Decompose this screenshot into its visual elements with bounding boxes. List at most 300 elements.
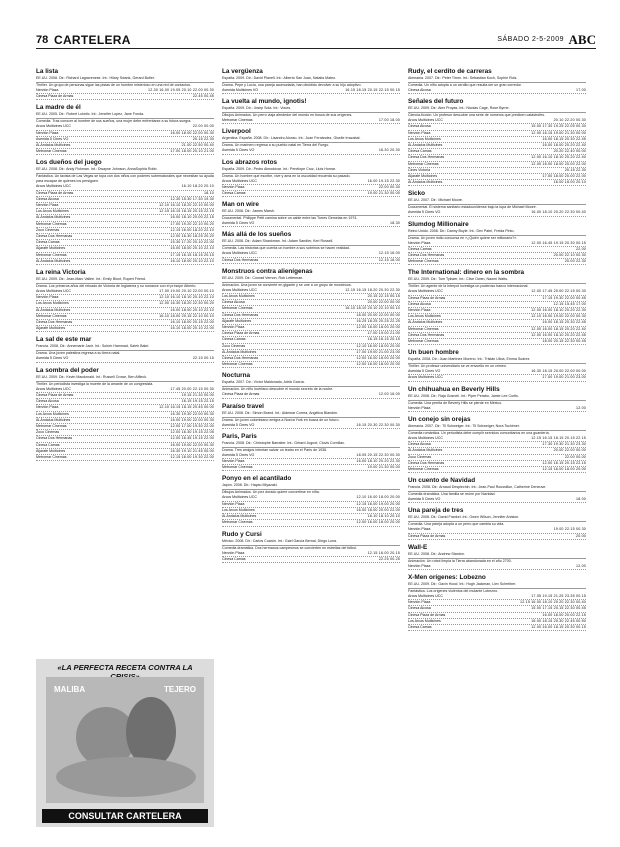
cinema-showtime-row [408, 180, 586, 186]
cinema-showtime-row [408, 467, 586, 473]
cinema-name: Metromar Cinemas [408, 161, 439, 166]
showtimes: 16.10 18.10 20.10 [367, 514, 400, 519]
film-synopsis: Drama. Un joven indio concursa en «¿Quién quiere ser millonario?». [408, 235, 518, 240]
showtimes: 18.05 20.15 22.30 00.30 [356, 452, 400, 457]
showtimes: 22.25 00.25 [378, 556, 400, 561]
showtimes: 17.00 [576, 88, 586, 92]
showtimes: 12.00 16.00 18.00 20.00 [356, 362, 400, 367]
cinema-name: Nervión Plaza [222, 550, 245, 555]
cinema-name: Cinesa Camas [36, 442, 60, 447]
film-credits: Francia. 2008. Dir.: Annemarie Jacir. Int.: Suheir Hammad, Saleh Bakri. [36, 344, 214, 351]
cinema-name: Arcos Multicines UCC [408, 435, 443, 440]
cinema-name: Cinesa Alcosa [36, 196, 59, 201]
film-title: Paris, Paris [222, 432, 257, 440]
ad-actor-left: MALIBA [54, 685, 86, 694]
cinema-name: Zoco Cinemas [36, 227, 60, 232]
film-listing [408, 477, 586, 503]
film-listing [408, 416, 586, 473]
cinema-name: Nervión Plaza [36, 295, 59, 300]
cinema-showtime-row [408, 210, 586, 216]
cinema-name: Al-Ándalus Multicines [408, 448, 443, 453]
cinema-name: Aljarafe Multicines [36, 246, 66, 251]
showtimes: 12.00 [576, 405, 586, 410]
cinema-name: Cinesa Camas [408, 624, 432, 629]
film-credits: España. 2009. Dir.: Pedro Almodóvar. Int.: Penélope Cruz, Lluís Homar. [222, 167, 400, 174]
cinema-name: Al-Ándalus Multicines [222, 349, 257, 354]
film-title: Paraíso travel [222, 402, 264, 410]
showtimes: 12.00 16.15 20.15 22.15 [542, 460, 586, 465]
ad-actor-right: TEJERO [163, 685, 196, 694]
cinema-name: Cinesa Dos Hermanas [408, 253, 445, 258]
cinema-name: Cinesa Camas [222, 337, 246, 342]
newspaper-logo: ABC [568, 32, 596, 47]
cinema-name: Metromar Cinemas [222, 520, 253, 525]
showtimes: 12.00 16.00 18.00 20.00 [356, 356, 400, 361]
cinema-showtime-row [222, 423, 400, 429]
cinema-name: Metromar Cinemas [408, 339, 439, 344]
cinema-showtime-row [222, 465, 400, 471]
showtimes: 20.10 22.20 00.30 [553, 118, 586, 123]
cinema-name: Los Arcos Multicines [408, 314, 441, 319]
film-credits: España. 2009. Dir.: Josep Sola. Int.: Voces. [222, 106, 400, 113]
showtimes: 16.00 19.00 22.00 00.30 [170, 417, 214, 422]
cinema-name: Cinesa Dos Hermanas [222, 356, 259, 361]
showtimes: 12.15 16.00 19.00 20.00 [356, 501, 400, 506]
showtimes: 12.00 [576, 563, 586, 568]
cinema-name: Avenida 5 Cines VO [36, 136, 69, 141]
cinema-name: Avenida 5 Cines VO [222, 221, 255, 226]
film-credits: EE.UU. 2008. Dir.: Andrew Stanton. [408, 552, 586, 559]
film-listing [408, 507, 586, 539]
film-title: Liverpool [222, 128, 251, 136]
film-listing [222, 403, 400, 429]
cinema-name: Zoco Cinemas [36, 430, 60, 435]
cinema-name: Arcos Multicines UCC [36, 124, 71, 129]
film-synopsis: Drama. Un hombre que escribe, vive y ama en la oscuridad recuerda su pasado. [222, 173, 351, 178]
film-listing [222, 231, 400, 263]
film-title: The International: dinero en la sombra [408, 269, 525, 277]
cinema-name: Cinesa Dos Hermanas [408, 460, 445, 465]
showtimes: 19.00 22.15 00.30 [553, 527, 586, 532]
film-credits: EE.UU. 2008. Dir.: James Marsh. [222, 209, 400, 216]
showtimes: 12.15 16.00 [378, 257, 400, 262]
cinema-name: Arcos Multicines UCC [36, 386, 71, 391]
film-title: Un cuento de Navidad [408, 477, 476, 485]
cinema-name: Metromar Cinemas [36, 252, 67, 257]
cinema-name: Avenida Multicines VO [222, 88, 259, 92]
film-listing [408, 544, 586, 570]
film-listing [408, 269, 586, 345]
cinema-name: Cinesa Camas [408, 246, 432, 251]
showtimes: 16.30 20.30 [378, 148, 400, 153]
cinema-name: Arcos Multicines UCC [222, 495, 257, 500]
showtimes: 12.15 16.00 18.20 22.10 [170, 227, 214, 232]
showtimes: 12.15 16.00 20.15 [367, 550, 400, 555]
ad-footer: CONSULTAR CARTELERA [42, 809, 208, 823]
cinema-name: Metromar Cinemas [36, 149, 67, 154]
film-title: Man on wire [222, 201, 259, 209]
film-credits: España. 2008. Dir.: Juan Martínez Moreno. Int.: Tristán Ulloa, Emma Suárez. [408, 357, 586, 364]
showtimes: 15.00 17.15 20.15 22.30 00.45 [531, 606, 586, 611]
film-title: Un buen hombre [408, 349, 459, 357]
cinema-name: Nervión Plaza [222, 459, 245, 464]
cinema-showtime-row [222, 88, 400, 94]
film-credits: EE.UU. 2009. Dir.: Conrad Vernon, Rob Letterman. [222, 276, 400, 283]
page-number: 78 [36, 34, 49, 46]
cinema-showtime-row [222, 148, 400, 154]
cinema-name: Cinesa Camas [222, 556, 246, 561]
showtimes: 12.00 16.45 19.15 20.30 00.15 [531, 240, 586, 245]
cinema-name: Cinesa Dos Hermanas [36, 320, 73, 325]
showtimes: 12.15 16.00 [378, 251, 400, 256]
showtimes: 12.00 16.00 18.10 20.20 22.45 [531, 332, 586, 337]
film-listing [36, 68, 214, 100]
film-credits: EE.UU. 2008. Dir.: Adam Shankman. Int.: Adam Sandler, Keri Russell. [222, 239, 400, 246]
cinema-name: Al-Ándalus Multicines [408, 143, 443, 148]
film-title: Slumdog Millionaire [408, 220, 469, 228]
film-credits: Francia. 2008. Dir.: Christophe Barratier. Int.: Gérard Jugnot, Clovis Cornillac. [222, 441, 400, 448]
film-synopsis: Fantástica. Un taxista de Las Vegas se topa con dos niños con poderes sobrenaturales que necesitan su ayuda para escapar de quienes los persiguen. [36, 174, 214, 184]
film-listing [222, 68, 400, 94]
film-listing [36, 269, 214, 332]
showtimes: 16.00 18.00 20.00 22.00 [356, 507, 400, 512]
cinema-name: Metromar Cinemas [36, 423, 67, 428]
film-title: La lista [36, 68, 59, 75]
film-credits: EE.UU. 2008. Dir.: Andy Fickman. Int.: Dwayne Johnson, AnnaSophia Robb. [36, 167, 214, 174]
cinema-name: Metromar Cinemas [408, 259, 439, 264]
film-credits: EE.UU. 2007. Dir.: Michael Moore. [408, 198, 586, 205]
film-title: Señales del futuro [408, 98, 464, 106]
showtimes: 15.00 17.30 19.25 22.05 00.30 [531, 124, 586, 129]
showtimes: 19.00 21.30 00.00 [367, 191, 400, 196]
cinema-name: Cinesa Camas [408, 149, 432, 154]
film-synopsis: Thriller. Un periodista investiga la muerte de la amante de un congresista. [36, 381, 154, 386]
film-synopsis: Drama. Pepe y Lucía, una pareja acomodada, han decidido devolver a su hijo adoptivo. [222, 83, 362, 87]
film-synopsis: Thriller. Un grupo de personas sigue las pistas de un hombre misterioso en una red de contactos. [36, 83, 192, 87]
cinema-name: Los Arcos Multicines [36, 411, 69, 416]
film-synopsis: Comedia dramática. Una familia se reúne por Navidad. [408, 492, 496, 497]
film-credits: EE.UU. 2008. Dir.: David Frankel. Int.: Owen Wilson, Jennifer Aniston. [408, 515, 586, 522]
film-credits: EE.UU. 2009. Dir.: Tom Tykwer. Int.: Clive Owen, Naomi Watts. [408, 277, 586, 284]
showtimes: 20.15 22.30 [192, 136, 214, 141]
cinema-name: Nervión Plaza [408, 130, 431, 135]
film-synopsis: Comedia. Una pareja adopta a un perro que cambia su vida. [408, 522, 505, 527]
section-title: CARTELERA [54, 33, 131, 47]
cinema-name: Nervión Plaza [408, 527, 431, 532]
film-listing [222, 268, 400, 369]
listings-column-3 [408, 68, 586, 635]
showtimes: 12.00 16.45 19.15 22.00 [170, 436, 214, 441]
film-title: Ponyo en el acantilado [222, 475, 292, 483]
showtimes: 16.00 18.00 20.10 22.10 [170, 307, 214, 312]
cinema-showtime-row [36, 94, 214, 100]
showtimes: 19.00 21.30 00.00 [367, 465, 400, 470]
showtimes: 16.00 18.15 20.30 22.45 [542, 320, 586, 325]
showtimes: 18.00 [576, 497, 586, 502]
cinema-name: Nervión Plaza [36, 130, 59, 135]
cinema-name: Los Arcos Multicines [408, 618, 441, 623]
showtimes: 12.00 16.00 18.00 20.00 [356, 520, 400, 525]
cinema-name: Cinesa Alcosa [222, 300, 245, 305]
film-listing [222, 159, 400, 198]
showtimes: 17.30 19.30 21.30 23.30 [542, 442, 586, 447]
cinema-name: Cinesa Alcosa [408, 88, 431, 92]
cinema-name: Cinesa Dos Hermanas [222, 312, 259, 317]
film-credits: EE.UU. 2009. Dir.: Gavin Hood. Int.: Hugh Jackman, Liev Schreiber. [408, 582, 586, 589]
showtimes: 12.00 16.15 19.00 21.30 00.00 [531, 130, 586, 135]
cinema-showtime-row [222, 392, 400, 398]
film-credits: Reino Unido. 2008. Dir.: Danny Boyle. Int.: Dev Patel, Freida Pinto. [408, 229, 586, 236]
cinema-name: Los Arcos Multicines [222, 507, 255, 512]
cinema-name: Arcos Multicines UCC [408, 118, 443, 123]
film-credits: Francia. 2008. Dir.: Arnaud Desplechin. Int.: Jean-Paul Roussillon, Catherine Deneuve. [408, 485, 586, 492]
showtimes: 16.15 18.15 20.15 22.15 00.15 [345, 88, 400, 92]
cinema-name: Avenida 5 Cines VO [222, 148, 255, 153]
showtimes: 18.30 [390, 221, 400, 226]
cinema-name: Cinesa Alcosa [408, 442, 431, 447]
cinema-showtime-row [36, 356, 214, 362]
showtimes: 12.00 16.00 18.00 20.00 22.00 [531, 161, 586, 166]
showtimes: 12.00 17.00 19.30 22.00 [170, 423, 214, 428]
showtimes: 17.05 19.15 21.25 23.35 00.15 [531, 593, 586, 598]
showtimes: 18.00 20.00 22.00 00.00 [356, 312, 400, 317]
film-listing [408, 68, 586, 94]
showtimes: 12.10 16.15 18.15 20.45 00.00 [159, 405, 214, 410]
film-synopsis: Comedia. Tras conocer al hombre de sus sueños, una mujer debe enfrentarse a su futura suegra. [36, 119, 192, 124]
cinema-name: Arcos Multicines UCC [222, 251, 257, 256]
issue-date: SÁBADO 2-5-2009 [497, 36, 564, 43]
showtimes: 17.00 18.00 20.00 22.00 [542, 174, 586, 179]
cinema-name: Cinesa Dos Hermanas [36, 234, 73, 239]
film-credits: Argentina. España. 2008. Dir.: Lisandro Alonso. Int.: Juan Fernández, Giselle Irrazabal. [222, 136, 400, 143]
showtimes: 12.15 16.00 19.30 22.00 [170, 454, 214, 459]
cinema-name: Nervión Plaza [408, 240, 431, 245]
cinema-name: Metromar Cinemas [36, 221, 67, 226]
cinema-name: Cinesa Alcosa [408, 301, 431, 306]
film-credits: EE.UU. 2008. Dir.: Raja Gosnell. Int.: Piper Perabo, Jamie Lee Curtis. [408, 394, 586, 401]
film-title: Rudy, el cerdito de carreras [408, 68, 492, 75]
film-synopsis: Drama. Los primeros años del reinado de Victoria de Inglaterra y su romance con el príncipe Alberto. [36, 284, 197, 289]
film-credits: Alemania. 2007. Dir.: Til Schweiger. Int.: Til Schweiger, Nora Tschirner. [408, 424, 586, 431]
cinema-name: Al-Ándalus Multicines [36, 258, 71, 263]
film-credits: Alemania. 2007. Dir.: Peter Timm. Int.: Sebastian Koch, Sophie Rois. [408, 76, 586, 83]
film-title: Rudo y Cursi [222, 530, 262, 538]
showtimes: 17.00 19.00 21.00 [367, 331, 400, 336]
film-title: La reina Victoria [36, 269, 86, 277]
showtimes: 17.00 19.00 21.00 23.00 [356, 349, 400, 354]
showtimes: 16.30 18.15 20.00 22.00 00.00 [531, 369, 586, 374]
showtimes: 12.10 16.00 18.00 20.00 [356, 495, 400, 500]
cinema-name: Cinesa Plaza de Armas [36, 190, 74, 195]
showtimes: 18.10 [204, 190, 214, 195]
showtimes: 22.00 00.00 [192, 124, 214, 129]
film-listing [222, 128, 400, 154]
cinema-name: Cinesa Plaza de Armas [408, 295, 446, 300]
film-credits: México. 2008. Dir.: Carlos Cuarón. Int.: Gael García Bernal, Diego Luna. [222, 539, 400, 546]
cinema-name: Arcos Multicines UCC [222, 287, 257, 292]
showtimes: 15.30 17.20 20.10 22.00 [170, 240, 214, 245]
film-listing [408, 221, 586, 266]
showtimes: 12.00 16.00 18.15 20.30 00.15 [531, 624, 586, 629]
cinema-name: Avenida 5 Cines VO [408, 497, 441, 502]
showtimes: 22.45 00.45 [192, 94, 214, 99]
cinema-showtime-row [222, 191, 400, 197]
cinema-name: Metromar Cinemas [222, 362, 253, 367]
cinema-name: Metromar Cinemas [36, 313, 67, 318]
film-title: Más allá de los sueños [222, 231, 292, 239]
cinema-name: Nervión Plaza [408, 563, 431, 568]
film-synopsis: Dibujos Animados. Un perro viaja alrededor del mundo en busca de sus orígenes. [222, 113, 353, 118]
cinema-name: Avenida 5 Cines VO [36, 356, 69, 361]
cinema-name: Arcos Multicines UCC [222, 178, 257, 183]
cinema-name: Nervión Plaza [222, 325, 245, 330]
film-listing [408, 190, 586, 216]
cinema-name: Cinesa Plaza de Armas [222, 331, 260, 336]
showtimes: 20.15 22.15 00.15 [367, 294, 400, 299]
cinema-name: Aljarafe Multicines [36, 448, 66, 453]
cinema-name: Cinesa Dos Hermanas [408, 332, 445, 337]
film-listing [36, 367, 214, 461]
film-listing [408, 386, 586, 412]
showtimes: 16.15 18.15 20.15 [367, 337, 400, 342]
film-listing [36, 104, 214, 155]
showtimes: 16.00 18.00 22.00 00.30 [170, 130, 214, 135]
cinema-name: Cinesa Alcosa [408, 124, 431, 129]
cinema-name: Nervión Plaza [36, 405, 59, 410]
cinema-name: Cinesa Plaza de Armas [222, 392, 260, 397]
showtimes: 16.00 18.00 20.10 22.10 [170, 246, 214, 251]
showtimes: 12.10 16.00 18.00 20.00 [356, 343, 400, 348]
ad-headline: «LA PERFECTA RECETA CONTRA LA [57, 663, 193, 672]
cinema-name: Arcos Multicines UCC [408, 375, 443, 380]
showtimes: 16.00 18.15 20.30 22.45 [542, 136, 586, 141]
cinema-name: Metromar Cinemas [222, 465, 253, 470]
film-synopsis: Comedia. Las historias que cuenta un hombre a sus sobrinos se hacen realidad. [222, 246, 351, 251]
cinema-name: Zoco Cinemas [408, 454, 432, 459]
film-title: Los dueños del juego [36, 159, 102, 167]
cinema-name: Cinesa Camas [222, 191, 246, 196]
cinema-name: Al-Ándalus Multicines [222, 514, 257, 519]
showtimes: 12.00 16.10 18.10 20.20 22.40 [531, 155, 586, 160]
film-synopsis: Comedia. Una perrita de Beverly Hills se pierde en México. [408, 400, 503, 405]
cinema-name: Los Arcos Multicines [36, 301, 69, 306]
film-title: Monstruos contra alienígenas [222, 267, 313, 275]
cinema-showtime-row [222, 221, 400, 227]
showtimes: 16.10 18.10 20.10 22.10 00.10 [345, 306, 400, 311]
showtimes: 17.45 20.00 22.15 00.30 [170, 386, 214, 391]
showtimes: 16.10 18.20 20.10 [181, 184, 214, 189]
film-synopsis: Comedia romántica. Un periodista debe cumplir servicios comunitarios en una guardería. [408, 430, 550, 435]
film-synopsis: Drama. Un marinero regresa a su pueblo natal en Tierra del Fuego. [222, 143, 330, 148]
cinema-showtime-row [408, 625, 586, 631]
cinema-showtime-row [36, 259, 214, 265]
showtimes: 16.00 19.00 22.00 00.30 [170, 442, 214, 447]
showtimes: 12.30 15.30 17.30 19.30 [170, 196, 214, 201]
cinema-showtime-row [36, 326, 214, 332]
listings-column-1 [36, 68, 214, 465]
showtimes: 22.15 00.15 [192, 356, 214, 361]
cinema-showtime-row [408, 88, 586, 94]
film-title: La sombra del poder [36, 366, 99, 374]
cinema-name: Cinesa Dos Hermanas [36, 436, 73, 441]
cinema-showtime-row [36, 149, 214, 155]
film-synopsis: Drama. Una joven palestina regresa a su tierra natal. [36, 351, 121, 356]
film-credits: España. 2007. Dir.: Víctor Maldonado, Adrià García. [222, 380, 400, 387]
showtimes: 12.00 16.00 18.15 20.20 22.40 [531, 326, 586, 331]
film-synopsis: Animación. Un robot limpia la Tierra abandonada en el año 2700. [408, 558, 512, 563]
cinema-name: Metromar Cinemas [36, 454, 67, 459]
cinema-name: Nervión Plaza [222, 501, 245, 506]
showtimes: 20.00 [576, 533, 586, 538]
cinema-showtime-row [408, 564, 586, 570]
cinema-name: Los Arcos Multicines [222, 294, 255, 299]
film-title: Wall-E [408, 543, 428, 551]
cinema-name: Cinesa Alcosa [408, 606, 431, 611]
cinema-name: Zoco Cinemas [222, 343, 246, 348]
cinema-name: Al-Ándalus Multicines [408, 180, 443, 185]
showtimes: 12.00 16.30 18.25 20.20 [170, 234, 214, 239]
showtimes: 16.15 20.30 22.30 00.30 [356, 422, 400, 427]
film-credits: EE.UU. 2008. Dir.: Simón Brand. Int.: Aldemar Correa, Angélica Blandón. [222, 411, 400, 418]
cinema-showtime-row [222, 557, 400, 563]
showtimes: 16.10 18.00 20.15 22.00 [170, 320, 214, 325]
showtimes: 16.15 19.15 22.15 [181, 399, 214, 404]
film-listing [408, 574, 586, 631]
cinema-showtime-row [408, 497, 586, 503]
film-title: La sal de este mar [36, 336, 92, 344]
cinema-name: Al-Ándalus Multicines [36, 417, 71, 422]
showtimes: 16.30 19.30 22.00 00.30 [170, 411, 214, 416]
showtimes: 20.00 22.00 00.00 [367, 300, 400, 305]
showtimes: 20.15 22.30 [564, 167, 586, 172]
listings-column-2 [222, 68, 400, 567]
showtimes: 12.10 16.00 19.00 22.00 00.30 [531, 314, 586, 319]
showtimes: 16.00 18.00 20.20 22.40 [542, 143, 586, 148]
film-title: X-Men orígenes: Lobezno [408, 573, 486, 581]
showtimes: 17.00 18.00 [378, 118, 400, 123]
film-synopsis: Comedia dramática. Dos hermanos campesinos se convierten en estrellas del fútbol. [222, 545, 358, 550]
cinema-name: Avenida 5 Cines VO [408, 210, 441, 215]
film-listing [222, 372, 400, 398]
cinema-showtime-row [408, 259, 586, 265]
cinema-name: Cinesa Plaza de Armas [36, 392, 74, 397]
film-synopsis: Thriller. Un profesor universitario se ve envuelto en un crimen. [408, 364, 507, 369]
film-synopsis: Dibujos Animados. Un pez dorado quiere convertirse en niña. [222, 490, 320, 495]
ad-illustration [46, 677, 204, 803]
showtimes: 22.00 00.30 [378, 184, 400, 189]
cinema-name: Metromar Cinemas [408, 466, 439, 471]
showtimes: 17.00 19.00 21.00 23.00 [542, 375, 586, 380]
showtimes: 12.00 16.00 18.10 20.20 22.30 [531, 308, 586, 313]
showtimes: 16.30 19.10 21.45 00.00 [170, 448, 214, 453]
film-title: Nocturna [222, 372, 251, 380]
cinema-name: Nervión Plaza [408, 308, 431, 313]
film-synopsis: Fantástica. Los orígenes violentos del mutante Lobezno. [408, 588, 499, 593]
showtimes: 21.00 22.50 00.40 [181, 143, 214, 148]
cinema-name: Cinesa Dos Hermanas [408, 155, 445, 160]
film-synopsis: Documental. Philippe Petit camina sobre un cable entre las Torres Gemelas en 1974. [222, 216, 358, 221]
cinema-advertisement [36, 659, 214, 827]
cinema-showtime-row [222, 520, 400, 526]
showtimes: 16.00 18.00 20.10 [553, 180, 586, 185]
film-title: Un chihuahua en Beverly Hills [408, 385, 500, 393]
cinema-showtime-row [222, 118, 400, 124]
cinema-name: Cinesa Plaza de Armas [36, 94, 74, 99]
cinema-name: Metromar Cinemas [222, 118, 253, 123]
film-title: La vergüenza [222, 68, 263, 75]
cinema-name: Cinesa Plaza de Armas [408, 612, 446, 617]
cinema-name: Aljarafe Multicines [222, 318, 252, 323]
